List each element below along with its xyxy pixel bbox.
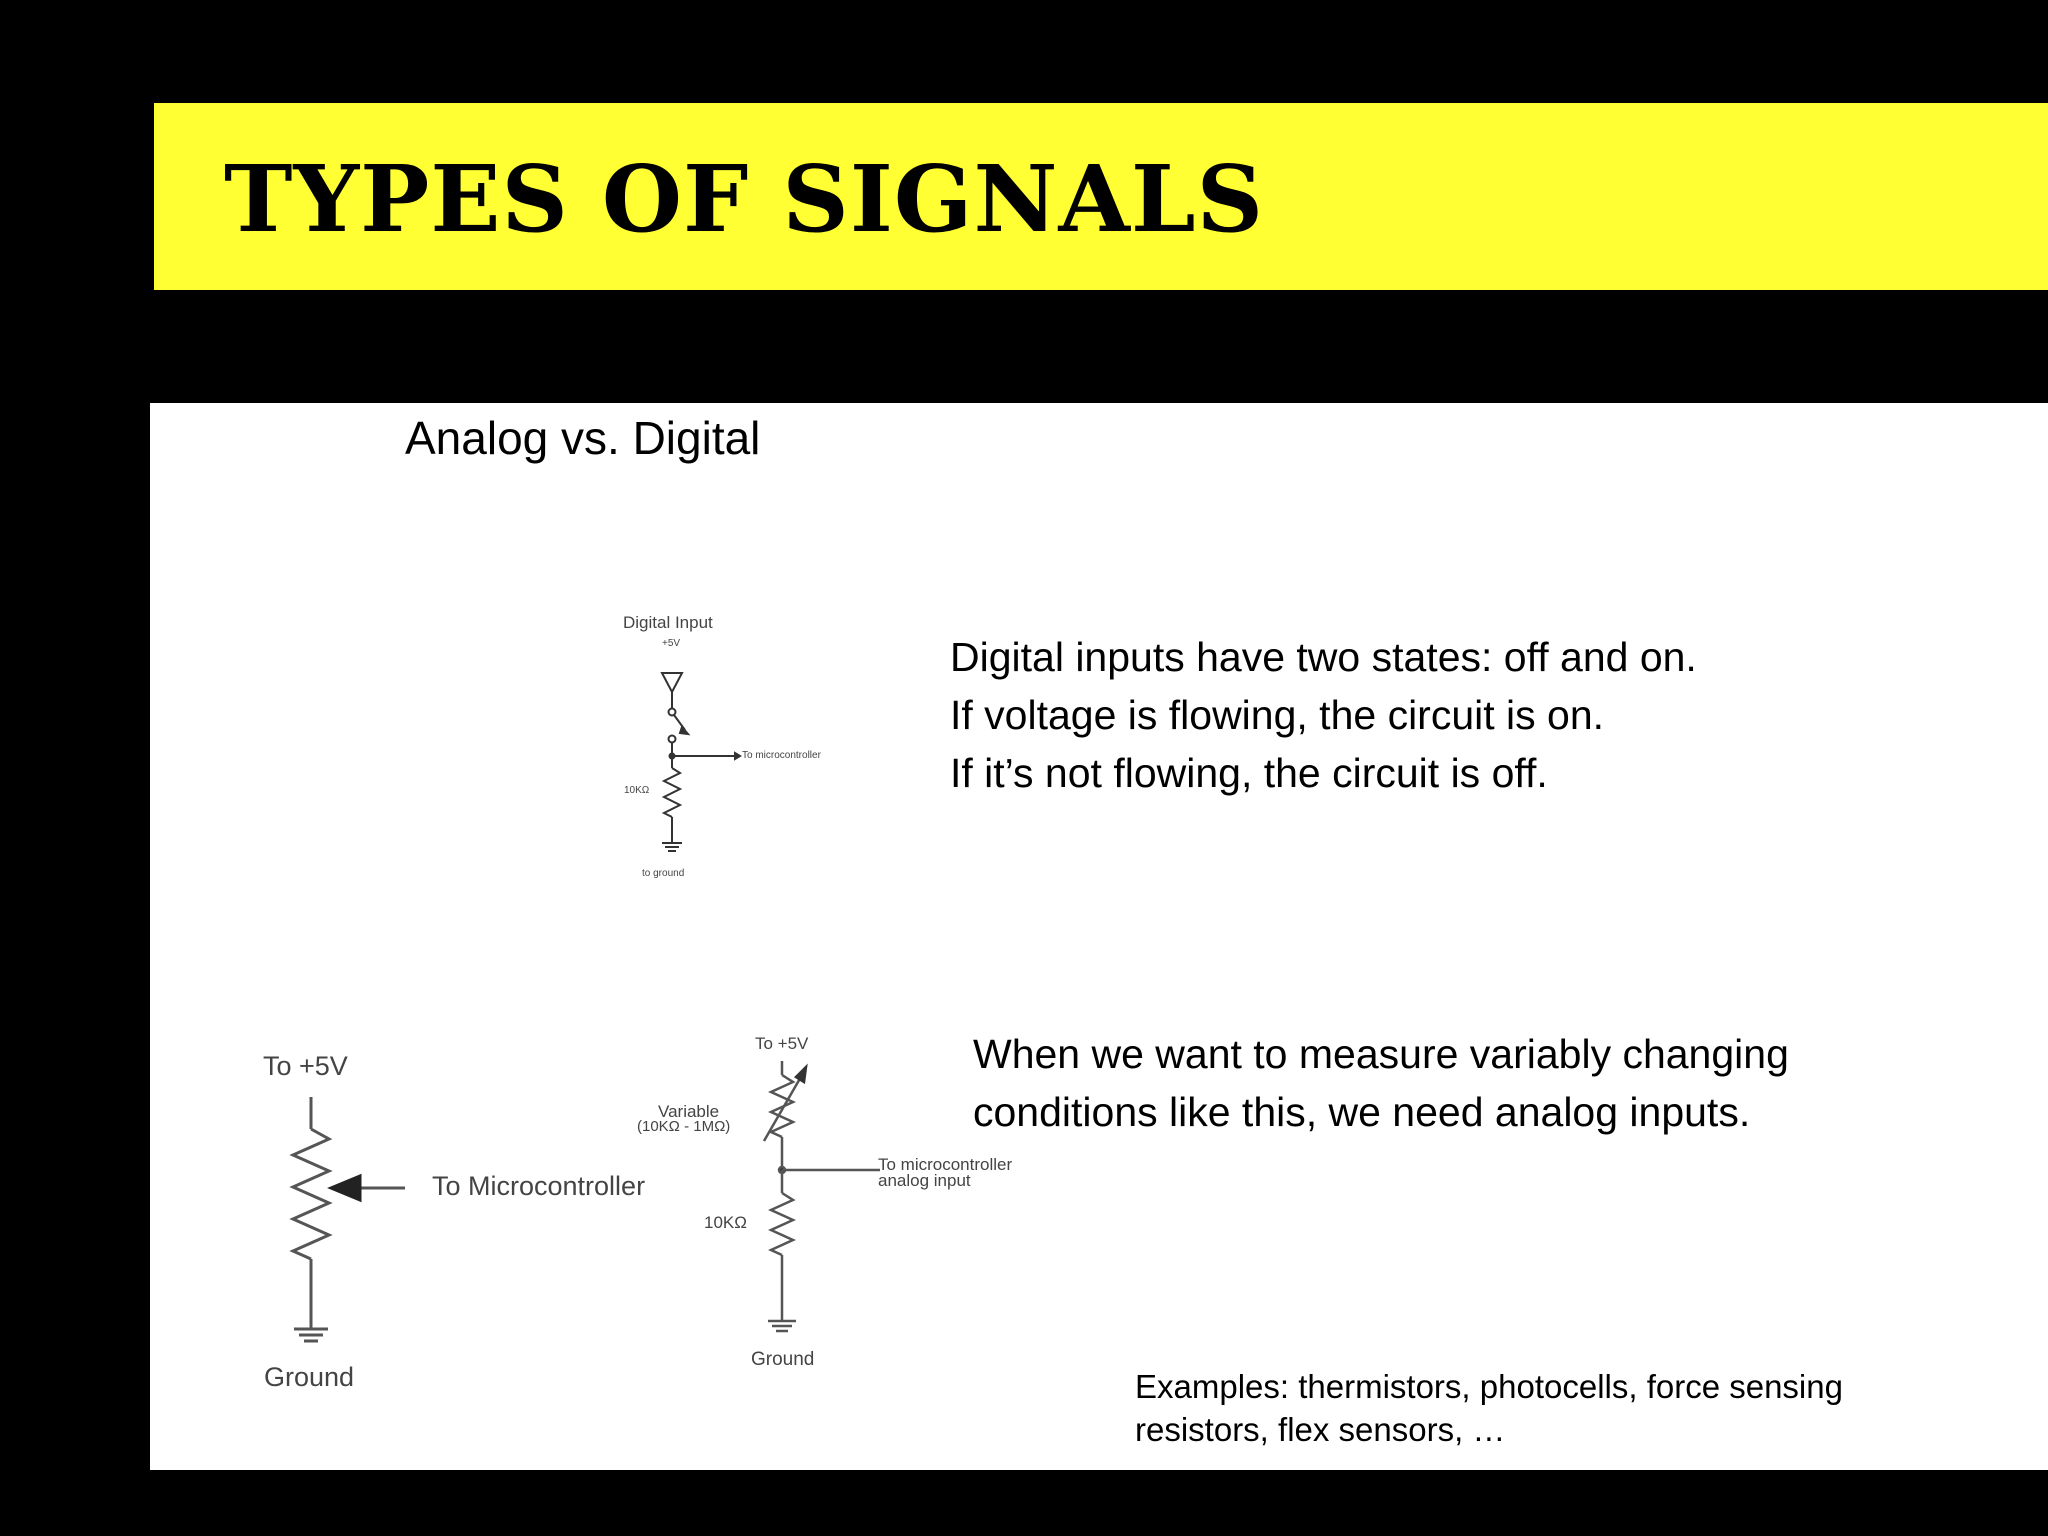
digital-input-label: Digital Input [623,613,713,632]
divider-output-label-2: analog input [878,1171,971,1190]
digital-output-label: To microcontroller [742,750,821,761]
digital-resistor-label: 10KΩ [624,785,650,796]
digital-line-3: If it’s not flowing, the circuit is off. [950,750,1548,796]
divider-supply-label: To +5V [755,1034,809,1053]
variable-arrow-shaft [764,1075,802,1141]
digital-supply-label: +5V [662,638,681,649]
pot-supply-label: To +5V [263,1051,348,1081]
pot-ground-label: Ground [264,1362,355,1392]
slide-title: TYPES OF SIGNALS [224,145,1265,253]
divider-resistor-label: 10KΩ [704,1213,747,1232]
variable-label-2: (10KΩ - 1MΩ) [637,1118,731,1135]
slide-subtitle: Analog vs. Digital [405,412,761,464]
divider-ground-label: Ground [751,1349,815,1370]
content-panel [150,403,2048,1470]
digital-line-2: If voltage is flowing, the circuit is on. [950,692,1605,738]
analog-line-1: When we want to measure variably changing [973,1031,1789,1077]
title-banner [154,103,2048,290]
examples-line-1: Examples: thermistors, photocells, force sensing [1135,1368,1843,1405]
variable-resistor-symbol [771,1075,793,1137]
analog-line-2: conditions like this, we need analog inputs. [973,1089,1751,1135]
pot-output-label: To Microcontroller [432,1171,646,1201]
fixed-resistor-symbol [771,1193,793,1255]
variable-label-1: Variable [658,1102,720,1121]
divider-output-label-1: To microcontroller [878,1155,1013,1174]
examples-line-2: resistors, flex sensors, … [1135,1411,1506,1448]
digital-ground-label: to ground [642,868,685,879]
digital-line-1: Digital inputs have two states: off and on. [950,634,1697,680]
